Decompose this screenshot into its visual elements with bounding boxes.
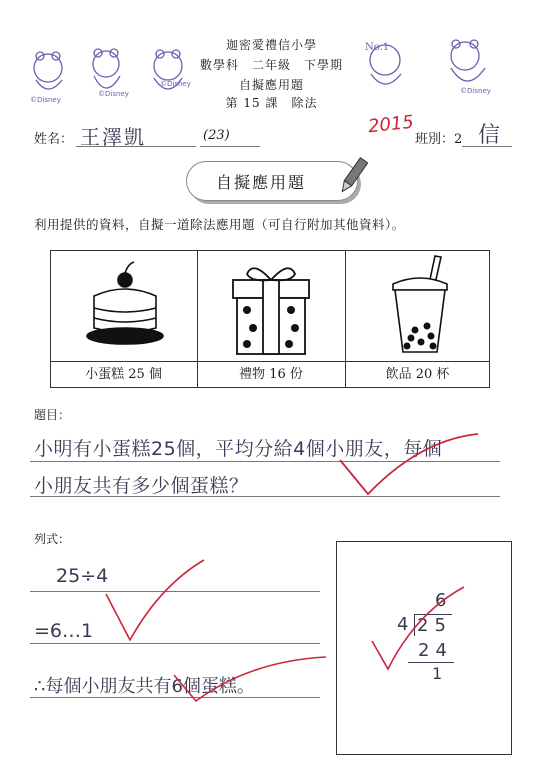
drink-label: 飲品 20 杯: [345, 361, 490, 388]
gift-cell: [197, 250, 346, 388]
worksheet-title: 自擬應用題: [238, 78, 304, 92]
cake-icon: [84, 258, 166, 356]
question-label: 題目：: [34, 408, 71, 422]
division-divisor: 4: [397, 614, 409, 635]
instruction-text: 利用提供的資料，自擬一道除法應用題（可自行附加其他資料）。: [34, 217, 405, 232]
section-banner-text: 自擬應用題: [215, 173, 306, 192]
class-number: (23): [203, 128, 230, 143]
check-mark-icon: [170, 655, 330, 705]
gift-icon: [223, 254, 319, 358]
check-mark-icon: [368, 585, 468, 675]
question-line-1: 小明有小蛋糕25個，平均分給4個小朋友，每個: [34, 438, 443, 460]
disney-stamp-text: ©Disney: [30, 96, 61, 104]
check-mark-icon: [330, 430, 480, 500]
class-value: 信: [478, 123, 501, 148]
number-underline: [200, 146, 260, 147]
working-line-2: =6…1: [34, 620, 94, 642]
name-value: 王澤凱: [80, 125, 146, 149]
check-mark-icon: [100, 556, 210, 646]
pencil-icon: [338, 157, 368, 197]
disney-stamp-text: ©Disney: [160, 80, 191, 88]
bubble-tea-icon: [385, 254, 455, 358]
svg-text:No.1: No.1: [365, 42, 390, 53]
drink-cell: [345, 250, 490, 388]
working-line-3: ∴每個小朋友共有6個蛋糕。: [34, 676, 255, 697]
working-label: 列式：: [34, 532, 71, 546]
question-line-2: 小朋友共有多少個蛋糕？: [34, 475, 249, 497]
cake-cell: [50, 250, 198, 388]
division-dividend: 25: [414, 614, 452, 636]
gift-label: 禮物 16 份: [197, 361, 345, 388]
name-label: 姓名：: [34, 132, 74, 147]
division-product: 24: [418, 640, 453, 661]
class-underline: [462, 146, 512, 147]
disney-stamp-text: ©Disney: [98, 90, 129, 98]
name-underline: [76, 146, 196, 147]
subject-line: 數學科 二年級 下學期: [199, 58, 343, 72]
division-remainder: 1: [432, 664, 443, 683]
division-quotient: 6: [435, 590, 447, 611]
lesson-title: 第 15 課 除法: [225, 96, 318, 110]
class-label: 班別：2: [415, 132, 463, 147]
year-mark: 2015: [367, 111, 415, 138]
disney-stamp-text: ©Disney: [460, 87, 491, 95]
school-name: 迦密愛禮信小學: [225, 38, 317, 52]
cake-label: 小蛋糕 25 個: [50, 361, 197, 388]
working-line-1: 25÷4: [56, 565, 109, 587]
